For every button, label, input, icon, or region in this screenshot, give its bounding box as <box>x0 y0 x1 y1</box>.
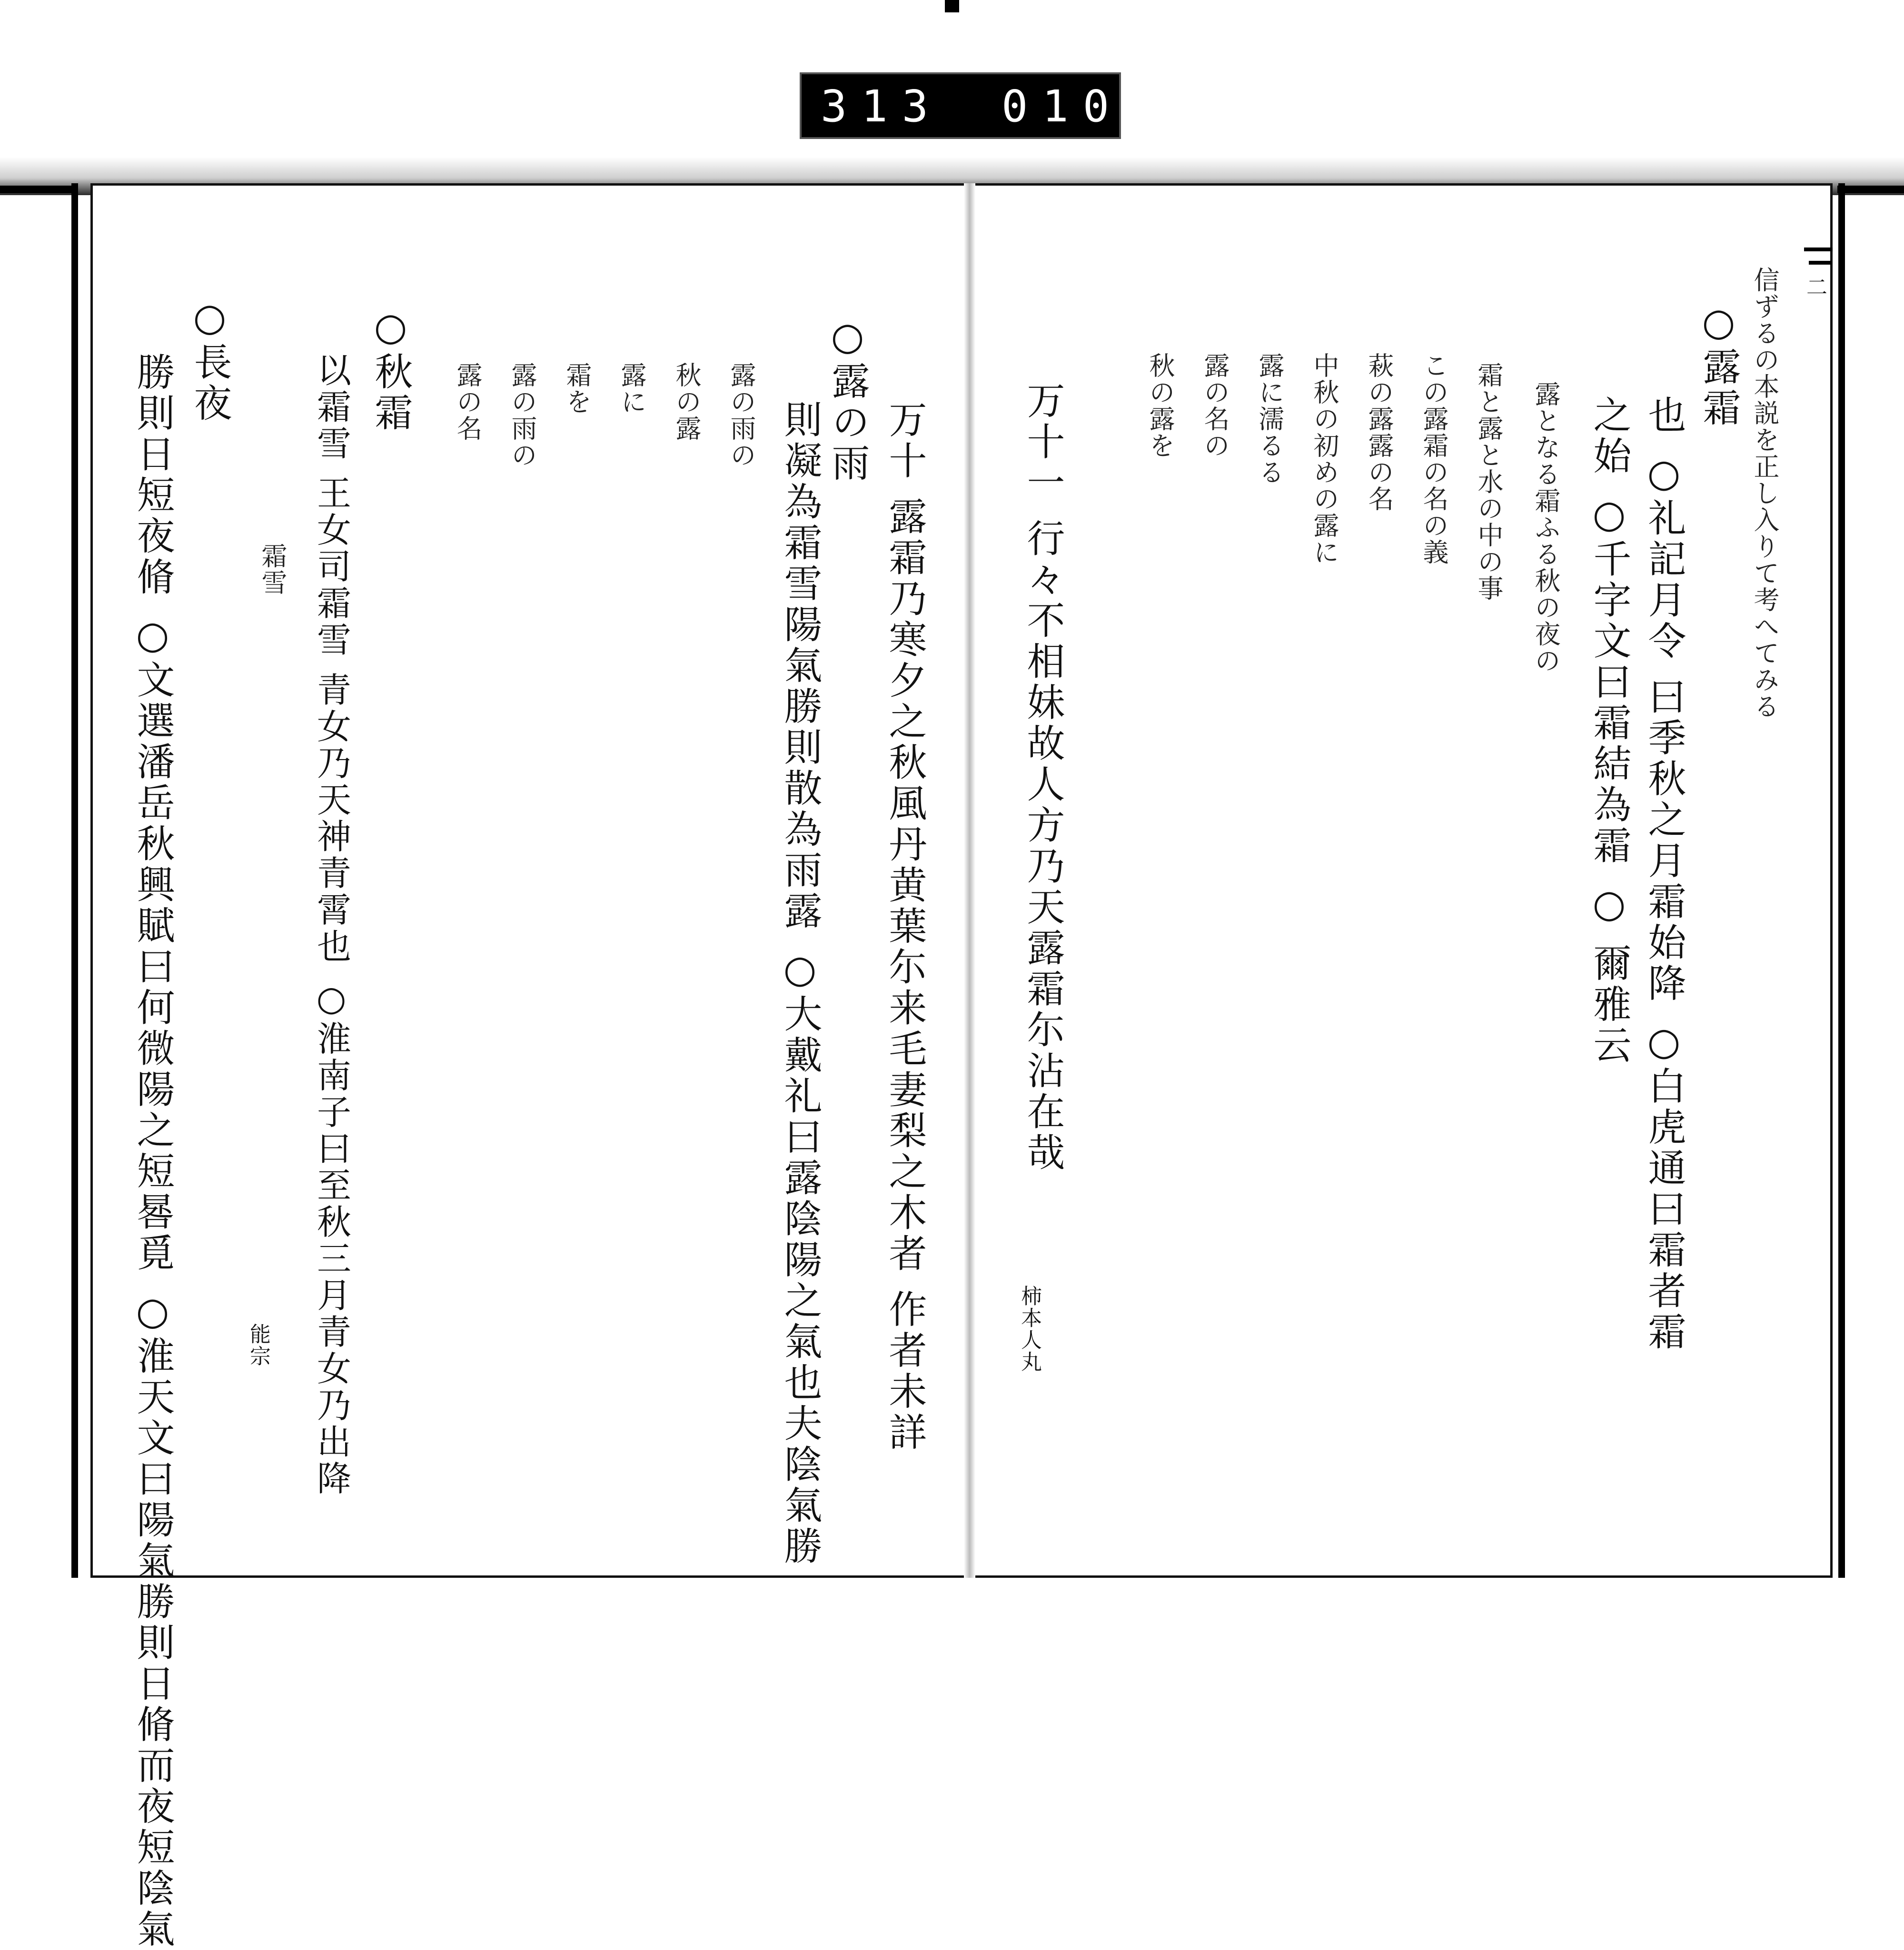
right-edge-shadow <box>1837 186 1904 193</box>
page-number: 二 <box>1803 276 1827 298</box>
accession-number-left: 313 <box>821 81 943 132</box>
right-col-author: 柿本人丸 <box>1017 1285 1041 1373</box>
right-page-edge <box>1838 183 1845 1578</box>
left-col-11: 以霜雪 王女司霜雪 青女乃天神青霄也 ○淮南子曰至秋三月青女乃出降 <box>311 352 351 1497</box>
left-col-heading-2: ○秋霜 <box>368 305 413 434</box>
right-col-8: 萩の露露の名 <box>1364 352 1394 512</box>
left-col-poem: 万十 露霜乃寒夕之秋風丹黄葉尓来毛妻梨之木者 作者未詳 <box>883 400 927 1453</box>
left-col-heading-3: ○長夜 <box>188 295 232 424</box>
left-edge-shadow <box>0 186 76 193</box>
page-number-mark-lower <box>1809 261 1832 265</box>
book-spine <box>964 183 975 1578</box>
left-col-14: 勝則日短夜脩 ○文選潘岳秋興賦曰何微陽之短晷覓 ○淮天文曰陽氣勝則日脩而夜短陰氣 <box>130 352 175 1950</box>
page-number-mark <box>1804 247 1833 251</box>
left-col-12: 霜雪 <box>258 543 288 596</box>
accession-number-right: 010. <box>1002 81 1164 132</box>
left-col-5: 秋の露 <box>672 362 702 442</box>
right-col-6: 霜と露と水の中の事 <box>1474 362 1504 602</box>
right-col-heading: ○露霜 <box>1696 300 1741 429</box>
right-col-11: 露の名の <box>1200 352 1230 459</box>
left-col-heading-1: ○露の雨 <box>825 314 870 484</box>
left-col-4: 露の雨の <box>726 362 756 468</box>
left-col-author: 能宗 <box>246 1323 270 1367</box>
right-col-9: 中秋の初めの露に <box>1309 352 1339 565</box>
left-col-9: 露の名 <box>453 362 483 442</box>
left-page-edge <box>71 183 78 1578</box>
left-col-3: 則凝為霜雪陽氣勝則散為雨露 ○大戴礼曰露陰陽之氣也夫陰氣勝 <box>778 400 822 1567</box>
left-col-8: 露の雨の <box>507 362 537 468</box>
left-col-6: 露に <box>617 362 647 415</box>
right-col-10: 露に濡るる <box>1255 352 1285 485</box>
right-col-4: 之始 ○千字文曰霜結為霜 ○ 爾雅云 <box>1587 395 1631 1067</box>
right-col-poem: 万十一 行々不相妹故人方乃天露霜尓沾在哉 <box>1021 381 1065 1174</box>
right-col-5: 露となる霜ふる秋の夜の <box>1531 381 1561 674</box>
left-col-7: 霜を <box>562 362 592 415</box>
scan-top-tick <box>945 0 959 12</box>
right-col-1: 信ずるの本説を正し入りて考へてみる <box>1750 267 1780 720</box>
right-col-3: 也 ○礼記月令 曰季秋之月霜始降 ○白虎通曰霜者霜 <box>1642 395 1686 1353</box>
right-col-7: この露霜の名の義 <box>1419 352 1449 565</box>
right-col-12: 秋の露を <box>1145 352 1175 459</box>
accession-label <box>800 72 1164 139</box>
